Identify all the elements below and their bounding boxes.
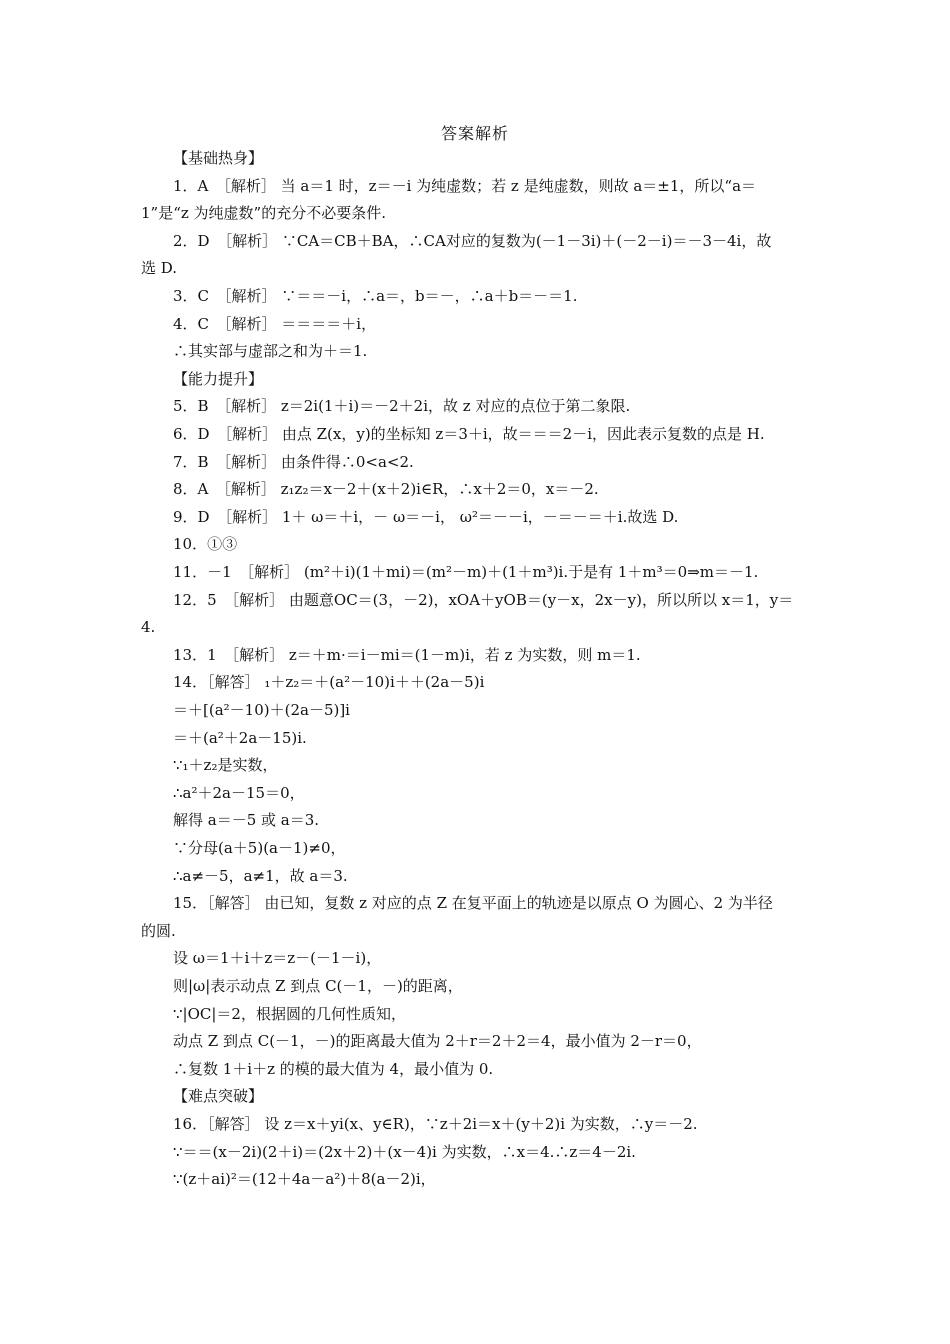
text-line: 13．1 ［解析］ z＝＋m·＝i－mi＝(1－m)i，若 z 为实数，则 m＝1. xyxy=(173,646,641,664)
text-line: ∵|OC|＝2，根据圆的几何性质知， xyxy=(173,1005,406,1023)
text-line: 2．D ［解析］ ∵CA＝CB＋BA，∴CA对应的复数为(－1－3i)＋(－2－i)＝－3－4i，故 xyxy=(173,232,772,250)
text-line: 【能力提升】 xyxy=(173,370,264,388)
text-line: 4. xyxy=(141,618,156,636)
text-line: 10．①③ xyxy=(173,535,238,553)
text-line: ∴a≠－5，a≠1，故 a＝3. xyxy=(173,867,348,885)
page-title: 答案解析 xyxy=(440,124,509,143)
text-line: 【难点突破】 xyxy=(173,1087,264,1105)
text-line: ＝＋[(a²－10)＋(2a－5)]i xyxy=(173,701,350,719)
text-line: ∵＝＝(x－2i)(2＋i)＝(2x＋2)＋(x－4)i 为实数，∴x＝4.∴z＝4－2i. xyxy=(173,1143,636,1161)
text-line: 15．［解答］ 由已知，复数 z 对应的点 Z 在复平面上的轨迹是以原点 O 为圆心、2 为半径 xyxy=(173,894,773,912)
text-line: 3．C ［解析］ ∵＝＝－i，∴a＝，b＝－，∴a＋b＝－＝1. xyxy=(173,287,578,305)
text-line: 4．C ［解析］ ＝＝＝＝＋i， xyxy=(173,315,377,333)
text-line: 8．A ［解析］ z₁z₂＝x－2＋(x＋2)i∈R，∴x＋2＝0，x＝－2. xyxy=(173,480,599,498)
text-line: ∴其实部与虚部之和为＋＝1. xyxy=(173,342,368,360)
text-line: 则|ω|表示动点 Z 到点 C(－1，－)的距离， xyxy=(173,977,463,995)
text-line: 选 D. xyxy=(141,259,178,277)
text-line: 1．A ［解析］ 当 a＝1 时，z＝－i 为纯虚数；若 z 是纯虚数，则故 a＝±1，所以“a＝ xyxy=(173,177,757,195)
text-line: ∵分母(a＋5)(a－1)≠0， xyxy=(173,839,346,857)
text-line: ∵(z＋ai)²＝(12＋4a－a²)＋8(a－2)i， xyxy=(173,1170,436,1188)
text-line: 6．D ［解析］ 由点 Z(x，y)的坐标知 z＝3＋i，故＝＝＝2－i，因此表示复数的点是 H. xyxy=(173,425,765,443)
text-line: 动点 Z 到点 C(－1，－)的距离最大值为 2＋r＝2＋2＝4，最小值为 2－r＝0， xyxy=(173,1032,702,1050)
text-line: 【基础热身】 xyxy=(173,149,264,167)
text-line: ∵₁＋z₂是实数， xyxy=(173,756,278,774)
text-line: ∴复数 1＋i＋z 的模的最大值为 4，最小值为 0. xyxy=(173,1060,494,1078)
text-line: 12．5 ［解析］ 由题意OC＝(3，－2)，xOA＋yOB＝(y－x，2x－y)，所以所以 x＝1，y＝ xyxy=(173,591,794,609)
text-line: 9．D ［解析］ 1＋ ω＝＋i，－ ω＝－i， ω²＝－－i，－＝－＝＋i.故选 D. xyxy=(173,508,679,526)
text-line: 16．［解答］ 设 z＝x＋yi(x、y∈R)，∵z＋2i＝x＋(y＋2)i 为实数，∴y＝－2. xyxy=(173,1115,698,1133)
text-line: 11．－1 ［解析］ (m²＋i)(1＋mi)＝(m²－m)＋(1＋m³)i.于是有 1＋m³＝0⇒m＝－1. xyxy=(173,563,759,581)
text-line: ＝＋(a²＋2a－15)i. xyxy=(173,729,307,747)
text-line: ∴a²＋2a－15＝0， xyxy=(173,784,305,802)
text-line: 5．B ［解析］ z＝2i(1＋i)＝－2＋2i，故 z 对应的点位于第二象限. xyxy=(173,397,631,415)
text-line: 1”是“z 为纯虚数”的充分不必要条件. xyxy=(141,204,386,222)
text-line: 解得 a＝－5 或 a＝3. xyxy=(173,811,320,829)
text-line: 7．B ［解析］ 由条件得∴0<a<2. xyxy=(173,453,414,471)
text-line: 14．［解答］ ₁＋z₂＝＋(a²－10)i＋＋(2a－5)i xyxy=(173,673,485,691)
text-line: 设 ω＝1＋i＋z＝z－(－1－i)， xyxy=(173,949,382,967)
text-line: 的圆. xyxy=(141,922,176,940)
